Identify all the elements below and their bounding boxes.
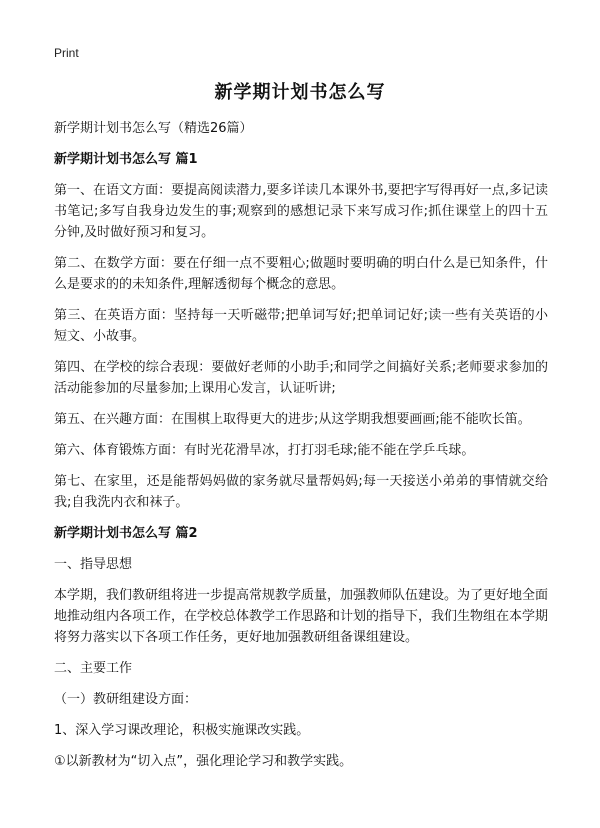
paragraph: 第二、在数学方面：要在仔细一点不要粗心;做题时要明确的明白什么是已知条件，什么是要求的的未知条件,理解透彻每个概念的意思。 — [54, 256, 548, 292]
paragraph: 一、指导思想 — [54, 557, 133, 572]
paragraph: 第七、在家里，还是能帮妈妈做的家务就尽量帮妈妈;每一天接送小弟弟的事情就交给我;自我洗内衣和袜子。 — [54, 474, 548, 510]
section-heading-2: 新学期计划书怎么写 篇2 — [54, 526, 198, 541]
paragraph: 第四、在学校的综合表现：要做好老师的小助手;和同学之间搞好关系;老师要求参加的活动能参加的尽量参加;上课用心发言，认证听讲; — [54, 360, 548, 396]
paragraph: （一）教研组建设方面： — [54, 692, 198, 707]
print-link[interactable]: Print — [54, 46, 79, 60]
paragraph: 第三、在英语方面：坚持每一天听磁带;把单词写好;把单词记好;读一些有关英语的小短文、小故事。 — [54, 308, 548, 344]
paragraph: 第六、体育锻炼方面：有时光花滑旱冰，打打羽毛球;能不能在学乒乓球。 — [54, 443, 475, 458]
paragraph: 本学期，我们教研组将进一步提高常规教学质量，加强教师队伍建设。为了更好地全面地推动组内各项工作，在学校总体教学工作思路和计划的指导下，我们生物组在本学期将努力落实以下各项工作任务，更好地加强教研组备课组建设。 — [54, 588, 549, 645]
page-title: 新学期计划书怎么写 — [214, 82, 386, 103]
paragraph: 二、主要工作 — [54, 661, 133, 676]
section-heading-1: 新学期计划书怎么写 篇1 — [54, 152, 198, 167]
document-subtitle: 新学期计划书怎么写（精选26篇） — [54, 121, 253, 136]
paragraph: ①以新教材为“切入点”，强化理论学习和教学实践。 — [54, 754, 353, 769]
paragraph: 第一、在语文方面：要提高阅读潜力,要多详读几本课外书,要把字写得再好一点,多记读书笔记;多写自我身边发生的事;观察到的感想记录下来写成习作;抓住课堂上的四十五分钟,及时做好预习和复习。 — [54, 183, 548, 240]
document-body — [54, 118, 548, 782]
paragraph: 1、深入学习课改理论，积极实施课改实践。 — [54, 723, 310, 738]
paragraph: 第五、在兴趣方面：在围棋上取得更大的进步;从这学期我想要画画;能不能吹长笛。 — [54, 412, 531, 427]
